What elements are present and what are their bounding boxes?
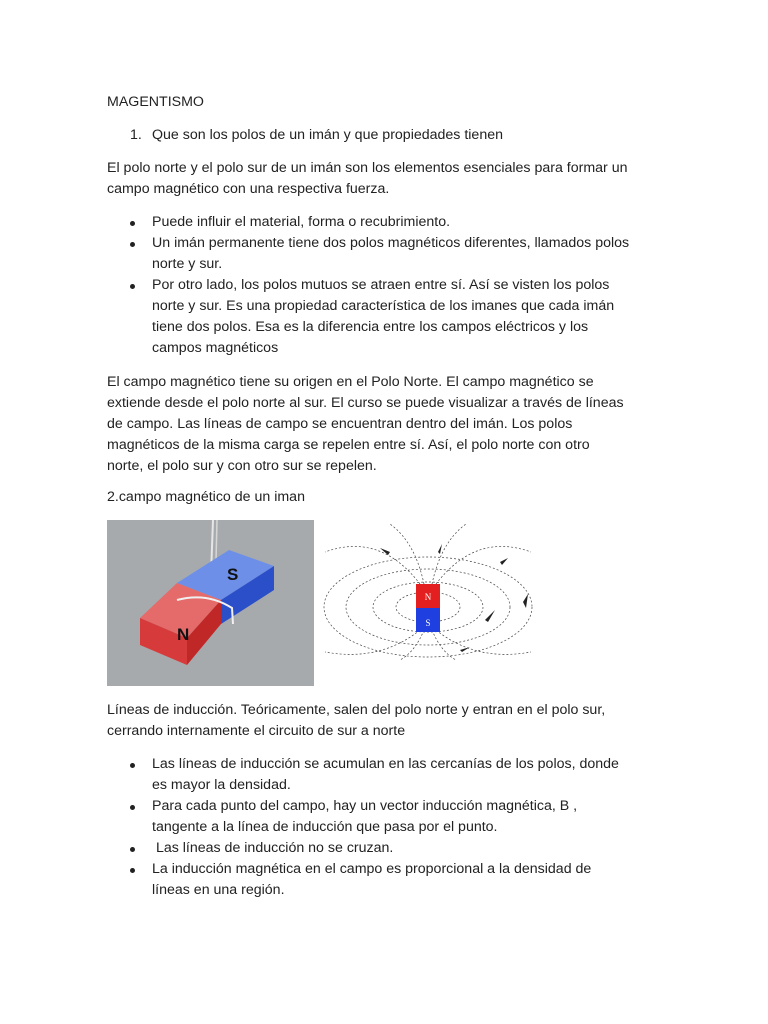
list-item-line: La inducción magnética en el campo es proporcional a la densidad de <box>152 861 592 877</box>
list-item <box>107 859 667 901</box>
paragraph-line: El polo norte y el polo sur de un imán son los elementos esenciales para formar un <box>107 160 628 176</box>
list-item-line: Un imán permanente tiene dos polos magnéticos diferentes, llamados polos <box>152 235 630 251</box>
list-item-line: Las líneas de inducción se acumulan en las cercanías de los polos, donde <box>152 756 619 772</box>
label-n: N <box>177 625 190 644</box>
label-s: S <box>227 565 239 584</box>
list-item <box>107 233 667 275</box>
paragraph-line: de campo. Las líneas de campo se encuentran dentro del imán. Los polos <box>107 416 573 432</box>
paragraph-3 <box>107 700 667 742</box>
bullet-icon <box>130 868 135 873</box>
list-item-line: Las líneas de inducción no se cruzan. <box>152 840 394 856</box>
list-item-line: es mayor la densidad. <box>152 777 291 793</box>
paragraph-1 <box>107 158 667 200</box>
bullet-icon <box>130 284 135 289</box>
list-item-line: tangente a la línea de inducción que pasa por el punto. <box>152 819 498 835</box>
paragraph-line: Líneas de inducción. Teóricamente, salen del polo norte y entran en el polo sur, <box>107 702 606 718</box>
bullet-icon <box>130 242 135 247</box>
paragraph-line: campo magnético con una respectiva fuerza. <box>107 181 390 197</box>
list-number: 1. <box>130 127 142 143</box>
paragraph-line: magnéticos de la misma carga se repelen entre sí. Así, el polo norte con otro <box>107 437 590 453</box>
pole-label-n: N <box>424 592 432 602</box>
paragraph-line: cerrando internamente el circuito de sur a norte <box>107 723 406 739</box>
list-item <box>107 796 667 838</box>
bullet-icon <box>130 847 135 852</box>
list-item <box>107 275 667 359</box>
list-item-line: Por otro lado, los polos mutuos se atraen entre sí. Así se visten los polos <box>152 277 610 293</box>
list-item-line: Puede influir el material, forma o recubrimiento. <box>152 214 451 230</box>
magnet-photo-figure <box>107 520 314 686</box>
paragraph-2 <box>107 372 667 477</box>
section-heading-2: 2.campo magnético de un iman <box>107 489 305 505</box>
bullet-icon <box>130 805 135 810</box>
bullet-icon <box>130 763 135 768</box>
paragraph-line: extiende desde el polo norte al sur. El curso se puede visualizar a través de líneas <box>107 395 624 411</box>
list-item-line: Para cada punto del campo, hay un vector inducción magnética, B , <box>152 798 578 814</box>
bullet-icon <box>130 221 135 226</box>
question-text: Que son los polos de un imán y que propiedades tienen <box>152 127 503 143</box>
list-item-line: norte y sur. Es una propiedad característica de los imanes que cada imán <box>152 298 615 314</box>
document-title: MAGENTISMO <box>107 94 204 110</box>
list-item <box>107 838 667 859</box>
pole-label-s: S <box>425 618 431 628</box>
bullet-list-2 <box>107 754 667 901</box>
paragraph-line: norte, el polo sur y con otro sur se repelen. <box>107 458 377 474</box>
list-item-line: campos magnéticos <box>152 340 279 356</box>
list-item <box>107 754 667 796</box>
bullet-list-1 <box>107 212 667 359</box>
field-lines-diagram <box>320 522 536 660</box>
list-item <box>107 212 667 233</box>
list-item-line: norte y sur. <box>152 256 223 272</box>
list-item-line: líneas en una región. <box>152 882 285 898</box>
paragraph-line: El campo magnético tiene su origen en el Polo Norte. El campo magnético se <box>107 374 594 390</box>
list-item-line: tiene dos polos. Esa es la diferencia entre los campos eléctricos y los <box>152 319 589 335</box>
